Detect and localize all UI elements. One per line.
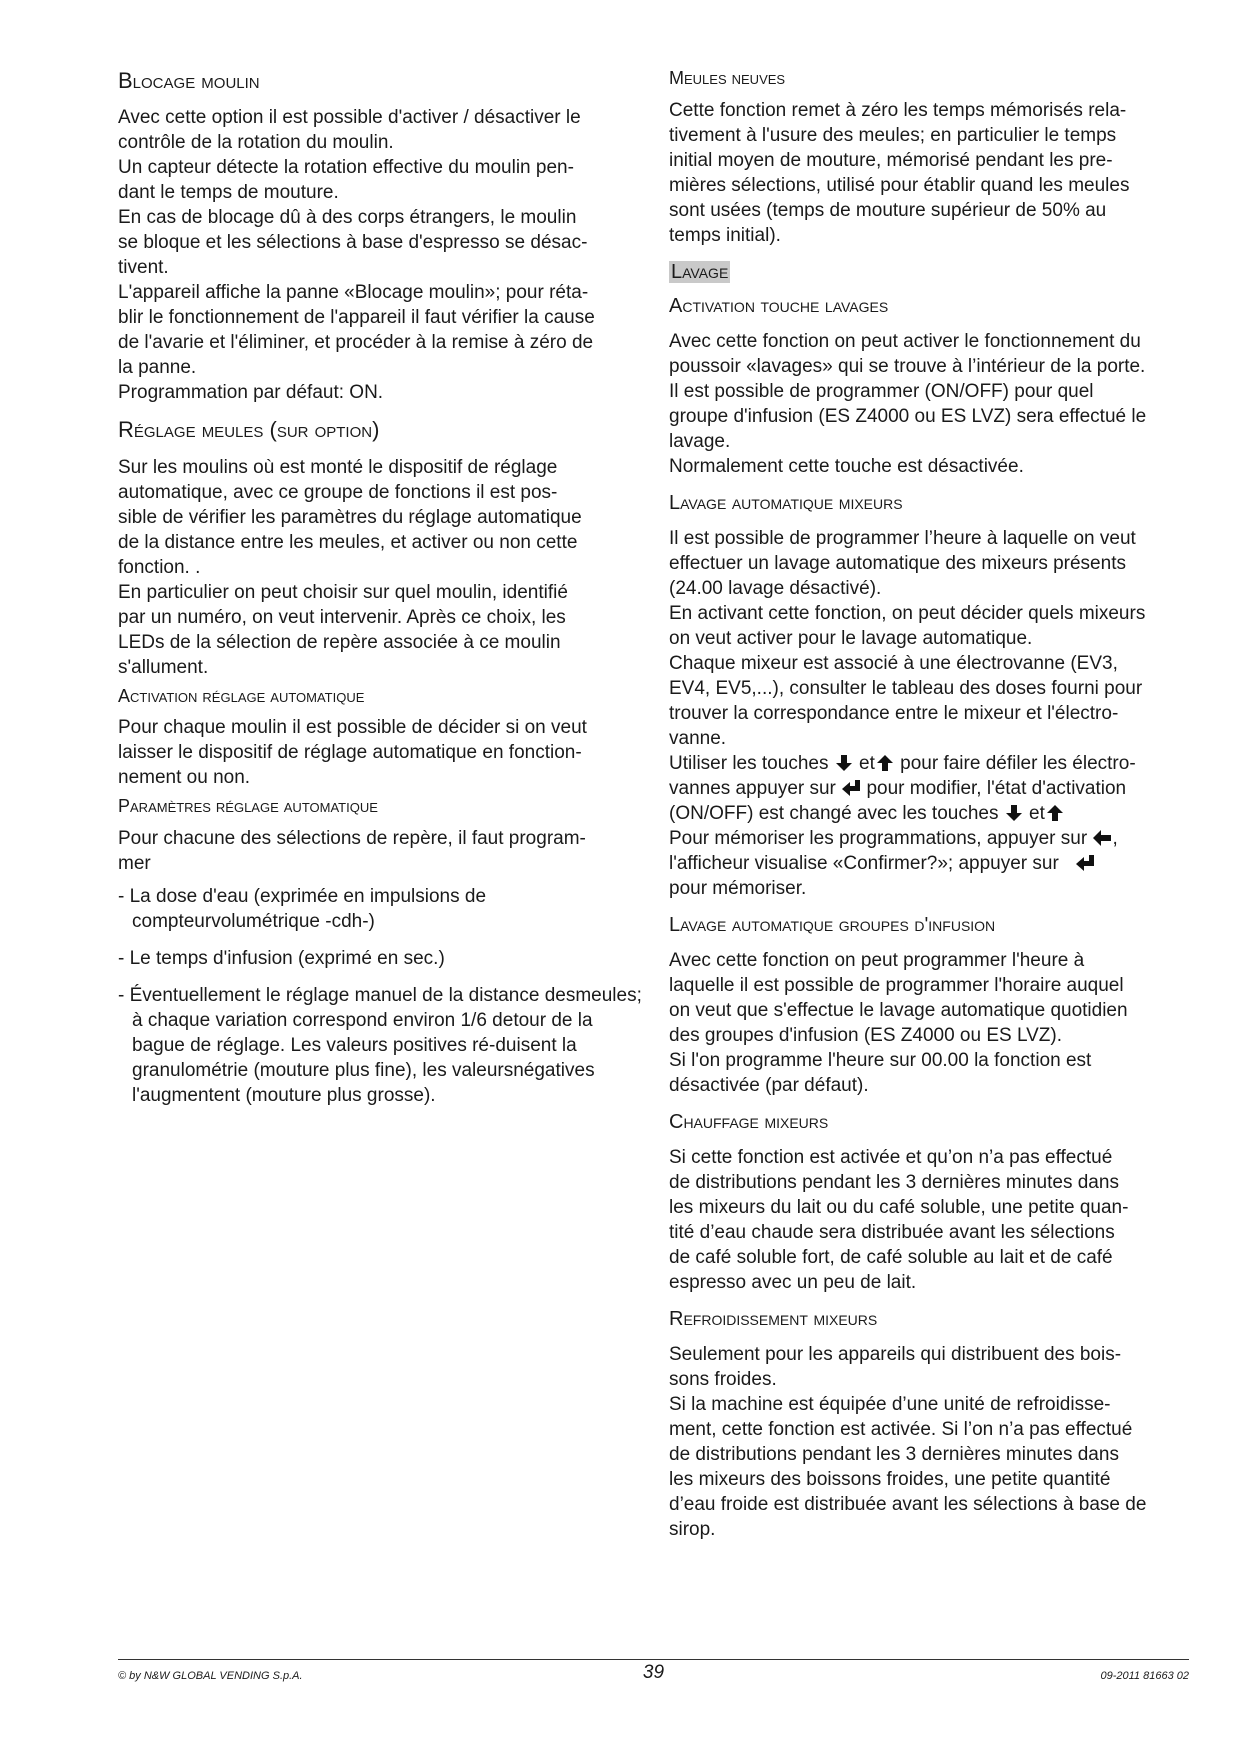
text-line: espresso avec un peu de lait. — [669, 1271, 917, 1293]
text-line: on veut activer pour le lavage automatique. — [669, 627, 1033, 649]
paragraph — [118, 455, 643, 680]
heading-blocage-moulin: Blocage moulin — [118, 68, 260, 93]
text-line: sons froides. — [669, 1368, 777, 1390]
section-activation-touche — [669, 294, 1197, 479]
text-line: - Éventuellement le réglage manuel de la distance des — [118, 984, 576, 1006]
text-line: duisent la granulométrie (mouture plus fine), les valeurs — [132, 1034, 577, 1081]
text-line: d’eau froide est distribuée avant les sélections à base de — [669, 1493, 1147, 1515]
heading-reglage-meules: Réglage meules (sur option) — [118, 417, 380, 443]
heading-refroidissement-mixeurs: Refroidissement mixeurs — [669, 1307, 878, 1330]
line-utiliser: Utiliser les touches et pour faire défiler les électro- — [669, 752, 1136, 774]
text-line: Avec cette option il est possible d'activer / désactiver le — [118, 107, 581, 129]
text-line: Il est possible de programmer l’heure à laquelle on veut — [669, 527, 1136, 549]
text-line: nement ou non. — [118, 767, 251, 789]
document-code: 09-2011 81663 02 — [1100, 1670, 1189, 1682]
paragraph — [118, 826, 643, 876]
section-chauffage-mixeurs — [669, 1110, 1197, 1295]
paragraph — [669, 948, 1197, 1098]
text-line: temps initial). — [669, 224, 781, 246]
text-line: Si la machine est équipée d’une unité de refroidisse- — [669, 1393, 1111, 1415]
left-column — [118, 60, 643, 1120]
text-line: se bloque et les sélections à base d'espresso se désac- — [118, 232, 588, 254]
text-line: Si cette fonction est activée et qu’on n’a pas effectué — [669, 1146, 1113, 1168]
text-line: sont usées (temps de mouture supérieur de 50% au — [669, 199, 1107, 221]
enter-icon — [841, 779, 861, 797]
text-line: meules; à chaque variation correspond environ 1/6 de — [132, 984, 642, 1031]
text-line: tité d’eau chaude sera distribuée avant les sélections — [669, 1221, 1115, 1243]
footer-copyright: © by N&W GLOBAL VENDING S.p.A. — [118, 1670, 303, 1682]
text-line: Avec cette fonction on peut activer le fonctionnement du — [669, 330, 1141, 352]
heading-chauffage-mixeurs: Chauffage mixeurs — [669, 1110, 829, 1133]
text-line: Normalement cette touche est désactivée. — [669, 455, 1024, 477]
text-line: de café soluble fort, de café soluble au lait et de café — [669, 1246, 1113, 1268]
section-lavage-mixeurs — [669, 491, 1197, 901]
line-afficheur: l'afficheur visualise «Confirmer?»; appuyer sur — [669, 851, 1197, 876]
text-line: trouver la correspondance entre le mixeur et l'électro- — [669, 702, 1119, 724]
section-activation-reglage — [118, 686, 643, 791]
text-line: négatives l'augmentent (mouture plus grosse). — [132, 1059, 595, 1106]
text-line: mières sélections, utilisé pour établir quand les meules — [669, 174, 1130, 196]
text-line: Programmation par défaut: ON. — [118, 382, 384, 404]
right-column — [669, 60, 1197, 1554]
text-line: fonction. . — [118, 556, 201, 578]
arrow-down-icon — [834, 754, 854, 772]
text-line: ment, cette fonction est activée. Si l’on n’a pas effectué — [669, 1418, 1133, 1440]
line-pour-memoriser: pour mémoriser. — [669, 877, 807, 899]
text-line: Pour chaque moulin il est possible de décider si on veut — [118, 717, 587, 739]
text-line: Chaque mixeur est associé à une électrovanne (EV3, — [669, 652, 1118, 674]
paragraph — [118, 715, 643, 790]
text-line: sirop. — [669, 1518, 716, 1540]
text-line: En cas de blocage dû à des corps étrangers, le moulin — [118, 207, 577, 229]
text-line: de distributions pendant les 3 dernières minutes dans — [669, 1443, 1119, 1465]
list-item — [118, 946, 643, 971]
text-line: Cette fonction remet à zéro les temps mémorisés rela- — [669, 99, 1127, 121]
text-line: lavage. — [669, 430, 731, 452]
text-line: la panne. — [118, 357, 197, 379]
line-pour-mem: Pour mémoriser les programmations, appuyer sur , — [669, 827, 1118, 849]
text-line: de l'avarie et l'éliminer, et procéder à la remise à zéro de — [118, 332, 594, 354]
text-line: vanne. — [669, 727, 727, 749]
paragraph — [118, 105, 643, 405]
text-line: les mixeurs du lait ou du café soluble, une petite quan- — [669, 1196, 1129, 1218]
paragraph — [669, 526, 1197, 901]
text-line: L'appareil affiche la panne «Blocage moulin»; pour réta- — [118, 282, 589, 304]
text-line: automatique, avec ce groupe de fonctions il est pos- — [118, 481, 558, 503]
arrow-down-icon — [1004, 804, 1024, 822]
list-item — [118, 884, 643, 934]
section-blocage-moulin — [118, 68, 643, 405]
heading-lavage-groupes: Lavage automatique groupes d'infusion — [669, 913, 996, 936]
paragraph — [669, 1145, 1197, 1295]
section-parametres — [118, 796, 643, 1108]
section-lavage-groupes — [669, 913, 1197, 1098]
text-line: de la distance entre les meules, et activer ou non cette — [118, 531, 578, 553]
text-line: des groupes d'infusion (ES Z4000 ou ES LVZ). — [669, 1024, 1062, 1046]
arrow-left-icon — [1092, 829, 1112, 847]
text-line: contrôle de la rotation du moulin. — [118, 132, 394, 154]
text-line: Si l'on programme l'heure sur 00.00 la fonction est — [669, 1049, 1092, 1071]
chapter-heading-lavage — [669, 260, 1197, 284]
text-line: LEDs de la sélection de repère associée à ce moulin — [118, 631, 561, 653]
text-line: En activant cette fonction, on peut décider quels mixeurs — [669, 602, 1146, 624]
text-line: les mixeurs des boissons froides, une petite quantité — [669, 1468, 1111, 1490]
heading-meules-neuves: Meules neuves — [669, 68, 786, 88]
text-line: dant le temps de mouture. — [118, 182, 339, 204]
text-line: blir le fonctionnement de l'appareil il faut vérifier la cause — [118, 307, 595, 329]
heading-activation-touche: Activation touche lavages — [669, 294, 889, 317]
text-line: Il est possible de programmer (ON/OFF) pour quel — [669, 380, 1094, 402]
text-line: initial moyen de mouture, mémorisé pendant les pre- — [669, 149, 1113, 171]
paragraph-lines — [669, 526, 1197, 751]
heading-lavage-mixeurs: Lavage automatique mixeurs — [669, 491, 903, 514]
text-line: tour de la bague de réglage. Les valeurs positives ré- — [132, 1009, 593, 1056]
text-line: Sur les moulins où est monté le dispositif de réglage — [118, 456, 558, 478]
text-line: tivement à l'usure des meules; en particulier le temps — [669, 124, 1117, 146]
text-line: par un numéro, on veut intervenir. Après ce choix, les — [118, 606, 566, 628]
section-reglage-meules — [118, 417, 643, 679]
text-line: - Le temps d'infusion (exprimé en sec.) — [118, 947, 445, 969]
text-line: de distributions pendant les 3 dernières minutes dans — [669, 1171, 1119, 1193]
section-meules-neuves — [669, 68, 1197, 248]
line-onoff: (ON/OFF) est changé avec les touches et — [669, 801, 1197, 826]
text-line: (24.00 lavage désactivé). — [669, 577, 882, 599]
paragraph — [669, 98, 1197, 248]
text-line: s'allument. — [118, 656, 209, 678]
text-line: Un capteur détecte la rotation effective du moulin pen- — [118, 157, 574, 179]
page-number: 39 — [642, 1662, 665, 1683]
enter-icon — [1075, 854, 1095, 872]
text-line: poussoir «lavages» qui se trouve à l’intérieur de la porte. — [669, 355, 1146, 377]
text-line: groupe d'infusion (ES Z4000 ou ES LVZ) sera effectué le — [669, 405, 1147, 427]
paragraph — [669, 1342, 1197, 1542]
text-line: volumétrique -cdh-) — [211, 910, 375, 932]
chapter-label: Lavage — [671, 260, 729, 283]
heading-activation-reglage: Activation réglage automatique — [118, 685, 365, 706]
text-line: laquelle il est possible de programmer l'horaire auquel — [669, 974, 1124, 996]
text-line: Avec cette fonction on peut programmer l'heure à — [669, 949, 1085, 971]
text-line: mer — [118, 852, 151, 874]
heading-parametres: Paramètres réglage automatique — [118, 796, 378, 817]
text-line: laisser le dispositif de réglage automatique en fonction- — [118, 742, 582, 764]
text-line: tivent. — [118, 257, 169, 279]
text-line: Pour chacune des sélections de repère, il faut program- — [118, 827, 586, 849]
text-line: EV4, EV5,...), consulter le tableau des doses fourni pour — [669, 677, 1143, 699]
text-line: En particulier on peut choisir sur quel moulin, identifié — [118, 581, 568, 603]
list-item — [118, 983, 643, 1108]
arrow-up-icon — [1045, 804, 1065, 822]
page-footer — [118, 1659, 1189, 1683]
text-line: Seulement pour les appareils qui distribuent des bois- — [669, 1343, 1122, 1365]
text-line: effectuer un lavage automatique des mixeurs présents — [669, 552, 1126, 574]
arrow-up-icon — [875, 754, 895, 772]
text-line: sible de vérifier les paramètres du réglage automatique — [118, 506, 582, 528]
section-refroidissement-mixeurs — [669, 1307, 1197, 1542]
text-line: on veut que s'effectue le lavage automatique quotidien — [669, 999, 1128, 1021]
text-line: désactivée (par défaut). — [669, 1074, 869, 1096]
parameter-list — [118, 884, 643, 1108]
text-line: - La dose d'eau (exprimée en impulsions de compteur — [118, 885, 487, 932]
line-vannes: vannes appuyer sur pour modifier, l'état d'activation — [669, 777, 1127, 799]
paragraph — [669, 329, 1197, 479]
